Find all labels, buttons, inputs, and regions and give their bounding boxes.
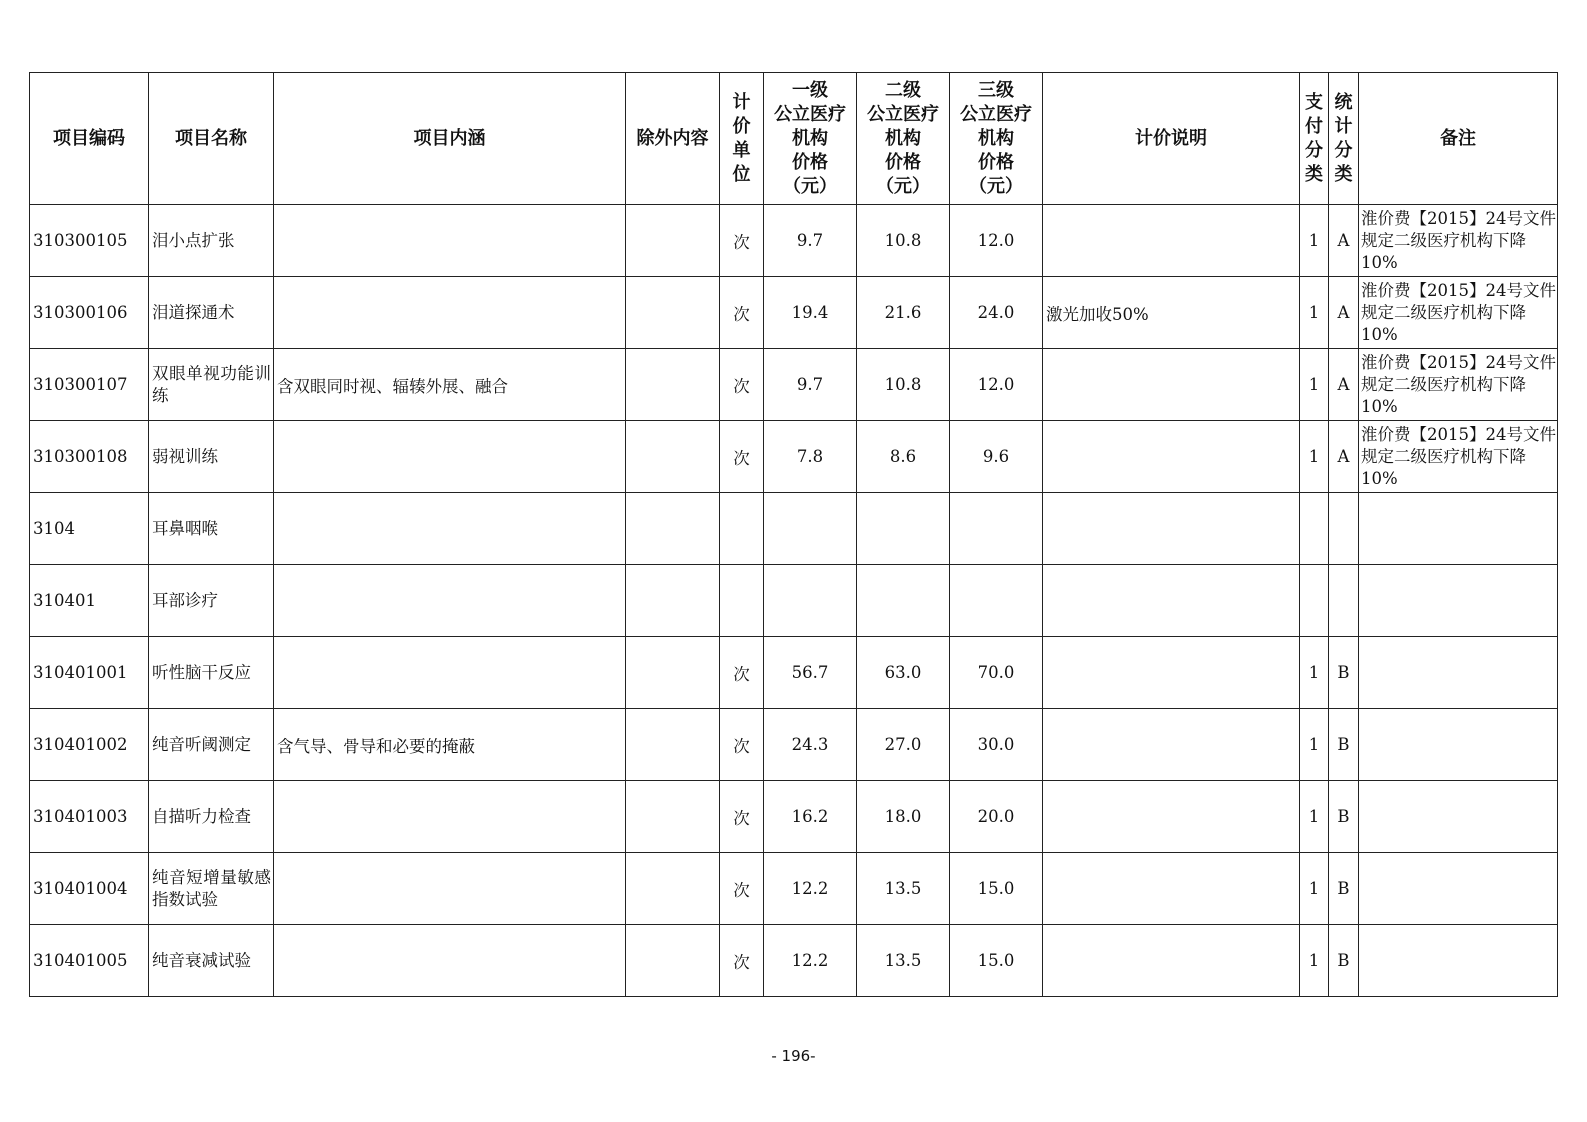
table-row — [30, 493, 1558, 565]
pricing-table — [29, 72, 1558, 997]
cell-price-level3 — [950, 493, 1043, 565]
cell-pricing-note — [1043, 853, 1300, 925]
cell-price-level1: 16.2 — [764, 781, 857, 853]
cell-price-level2 — [857, 493, 950, 565]
table-row — [30, 421, 1558, 493]
cell-code: 310300108 — [30, 421, 149, 493]
cell-price-level1: 9.7 — [764, 205, 857, 277]
cell-code: 3104 — [30, 493, 149, 565]
cell-price-level1: 56.7 — [764, 637, 857, 709]
cell-price-level2: 27.0 — [857, 709, 950, 781]
cell-pricing-note — [1043, 565, 1300, 637]
cell-pricing-note — [1043, 493, 1300, 565]
cell-pricing-note — [1043, 421, 1300, 493]
cell-statistic-category: B — [1329, 781, 1359, 853]
cell-price-level1: 24.3 — [764, 709, 857, 781]
cell-content — [274, 565, 626, 637]
cell-name: 耳鼻咽喉 — [149, 493, 274, 565]
cell-price-level1: 19.4 — [764, 277, 857, 349]
cell-price-level2: 63.0 — [857, 637, 950, 709]
cell-content — [274, 853, 626, 925]
cell-statistic-category: A — [1329, 349, 1359, 421]
cell-excluded — [626, 277, 720, 349]
cell-remark: 淮价费【2015】24号文件规定二级医疗机构下降10% — [1359, 205, 1558, 277]
cell-unit: 次 — [720, 277, 764, 349]
cell-unit — [720, 565, 764, 637]
table-row — [30, 565, 1558, 637]
cell-pricing-note: 激光加收50% — [1043, 277, 1300, 349]
cell-payment-category: 1 — [1300, 925, 1329, 997]
cell-price-level1: 7.8 — [764, 421, 857, 493]
cell-content: 含气导、骨导和必要的掩蔽 — [274, 709, 626, 781]
header-code: 项目编码 — [30, 73, 149, 205]
cell-unit — [720, 493, 764, 565]
cell-excluded — [626, 565, 720, 637]
cell-code: 310401003 — [30, 781, 149, 853]
cell-payment-category: 1 — [1300, 277, 1329, 349]
table-row — [30, 205, 1558, 277]
cell-code: 310300105 — [30, 205, 149, 277]
cell-payment-category: 1 — [1300, 205, 1329, 277]
cell-unit: 次 — [720, 349, 764, 421]
cell-unit: 次 — [720, 205, 764, 277]
table-row — [30, 637, 1558, 709]
cell-name: 泪道探通术 — [149, 277, 274, 349]
cell-code: 310401002 — [30, 709, 149, 781]
cell-statistic-category: A — [1329, 205, 1359, 277]
cell-payment-category: 1 — [1300, 709, 1329, 781]
cell-remark — [1359, 637, 1558, 709]
cell-name: 自描听力检查 — [149, 781, 274, 853]
header-remark: 备注 — [1359, 73, 1558, 205]
cell-name: 耳部诊疗 — [149, 565, 274, 637]
cell-price-level1 — [764, 565, 857, 637]
cell-content — [274, 277, 626, 349]
cell-content — [274, 421, 626, 493]
cell-payment-category: 1 — [1300, 853, 1329, 925]
cell-name: 纯音短增量敏感指数试验 — [149, 853, 274, 925]
cell-price-level1 — [764, 493, 857, 565]
cell-pricing-note — [1043, 925, 1300, 997]
cell-price-level3: 24.0 — [950, 277, 1043, 349]
cell-unit: 次 — [720, 853, 764, 925]
cell-remark: 淮价费【2015】24号文件规定二级医疗机构下降10% — [1359, 277, 1558, 349]
cell-price-level3: 9.6 — [950, 421, 1043, 493]
cell-remark — [1359, 781, 1558, 853]
table-row — [30, 709, 1558, 781]
cell-name: 纯音听阈测定 — [149, 709, 274, 781]
cell-price-level3: 15.0 — [950, 925, 1043, 997]
cell-price-level3: 20.0 — [950, 781, 1043, 853]
header-name: 项目名称 — [149, 73, 274, 205]
cell-remark: 淮价费【2015】24号文件规定二级医疗机构下降10% — [1359, 421, 1558, 493]
cell-excluded — [626, 781, 720, 853]
cell-unit: 次 — [720, 709, 764, 781]
cell-code: 310401 — [30, 565, 149, 637]
cell-excluded — [626, 493, 720, 565]
cell-pricing-note — [1043, 637, 1300, 709]
cell-price-level3: 12.0 — [950, 349, 1043, 421]
cell-statistic-category: A — [1329, 421, 1359, 493]
cell-price-level3: 15.0 — [950, 853, 1043, 925]
cell-name: 弱视训练 — [149, 421, 274, 493]
cell-excluded — [626, 853, 720, 925]
header-content: 项目内涵 — [274, 73, 626, 205]
header-payment-category: 支 付 分 类 — [1300, 73, 1329, 205]
cell-price-level3: 30.0 — [950, 709, 1043, 781]
cell-pricing-note — [1043, 349, 1300, 421]
cell-price-level2 — [857, 565, 950, 637]
table-row — [30, 349, 1558, 421]
cell-payment-category — [1300, 565, 1329, 637]
page-number: - 196- — [771, 1047, 816, 1065]
table-header — [30, 73, 1558, 205]
cell-content — [274, 925, 626, 997]
cell-price-level2: 21.6 — [857, 277, 950, 349]
header-price-level1: 一级 公立医疗 机构 价格 （元） — [764, 73, 857, 205]
cell-pricing-note — [1043, 205, 1300, 277]
cell-excluded — [626, 421, 720, 493]
cell-price-level2: 13.5 — [857, 925, 950, 997]
cell-statistic-category — [1329, 565, 1359, 637]
header-pricing-note: 计价说明 — [1043, 73, 1300, 205]
cell-remark — [1359, 565, 1558, 637]
cell-content — [274, 781, 626, 853]
cell-name: 听性脑干反应 — [149, 637, 274, 709]
cell-statistic-category: B — [1329, 709, 1359, 781]
cell-name: 纯音衰减试验 — [149, 925, 274, 997]
cell-price-level1: 12.2 — [764, 925, 857, 997]
cell-price-level2: 10.8 — [857, 349, 950, 421]
cell-remark — [1359, 925, 1558, 997]
table-row — [30, 925, 1558, 997]
cell-content — [274, 205, 626, 277]
cell-price-level3: 12.0 — [950, 205, 1043, 277]
cell-payment-category: 1 — [1300, 349, 1329, 421]
cell-payment-category: 1 — [1300, 781, 1329, 853]
cell-price-level2: 8.6 — [857, 421, 950, 493]
header-price-level2: 二级 公立医疗 机构 价格 （元） — [857, 73, 950, 205]
cell-payment-category: 1 — [1300, 637, 1329, 709]
cell-statistic-category: B — [1329, 925, 1359, 997]
header-statistic-category: 统 计 分 类 — [1329, 73, 1359, 205]
cell-statistic-category: A — [1329, 277, 1359, 349]
cell-code: 310401005 — [30, 925, 149, 997]
cell-payment-category: 1 — [1300, 421, 1329, 493]
header-unit: 计 价 单 位 — [720, 73, 764, 205]
cell-remark — [1359, 493, 1558, 565]
cell-price-level1: 12.2 — [764, 853, 857, 925]
cell-content: 含双眼同时视、辐辏外展、融合 — [274, 349, 626, 421]
cell-price-level2: 10.8 — [857, 205, 950, 277]
cell-pricing-note — [1043, 709, 1300, 781]
cell-price-level3: 70.0 — [950, 637, 1043, 709]
cell-price-level2: 13.5 — [857, 853, 950, 925]
cell-code: 310401001 — [30, 637, 149, 709]
cell-statistic-category: B — [1329, 853, 1359, 925]
header-row — [30, 73, 1558, 205]
cell-code: 310300106 — [30, 277, 149, 349]
cell-unit: 次 — [720, 421, 764, 493]
cell-payment-category — [1300, 493, 1329, 565]
table-row — [30, 781, 1558, 853]
table-row — [30, 277, 1558, 349]
cell-excluded — [626, 925, 720, 997]
cell-unit: 次 — [720, 637, 764, 709]
cell-excluded — [626, 637, 720, 709]
cell-remark — [1359, 853, 1558, 925]
cell-price-level2: 18.0 — [857, 781, 950, 853]
cell-name: 泪小点扩张 — [149, 205, 274, 277]
cell-code: 310401004 — [30, 853, 149, 925]
cell-remark: 淮价费【2015】24号文件规定二级医疗机构下降10% — [1359, 349, 1558, 421]
cell-statistic-category — [1329, 493, 1359, 565]
header-price-level3: 三级 公立医疗 机构 价格 （元） — [950, 73, 1043, 205]
cell-remark — [1359, 709, 1558, 781]
table-body — [30, 205, 1558, 997]
cell-pricing-note — [1043, 781, 1300, 853]
cell-content — [274, 493, 626, 565]
cell-content — [274, 637, 626, 709]
table-row — [30, 853, 1558, 925]
cell-name: 双眼单视功能训练 — [149, 349, 274, 421]
cell-code: 310300107 — [30, 349, 149, 421]
cell-excluded — [626, 709, 720, 781]
cell-unit: 次 — [720, 781, 764, 853]
cell-price-level3 — [950, 565, 1043, 637]
cell-excluded — [626, 349, 720, 421]
cell-price-level1: 9.7 — [764, 349, 857, 421]
cell-unit: 次 — [720, 925, 764, 997]
cell-statistic-category: B — [1329, 637, 1359, 709]
cell-excluded — [626, 205, 720, 277]
header-excluded: 除外内容 — [626, 73, 720, 205]
